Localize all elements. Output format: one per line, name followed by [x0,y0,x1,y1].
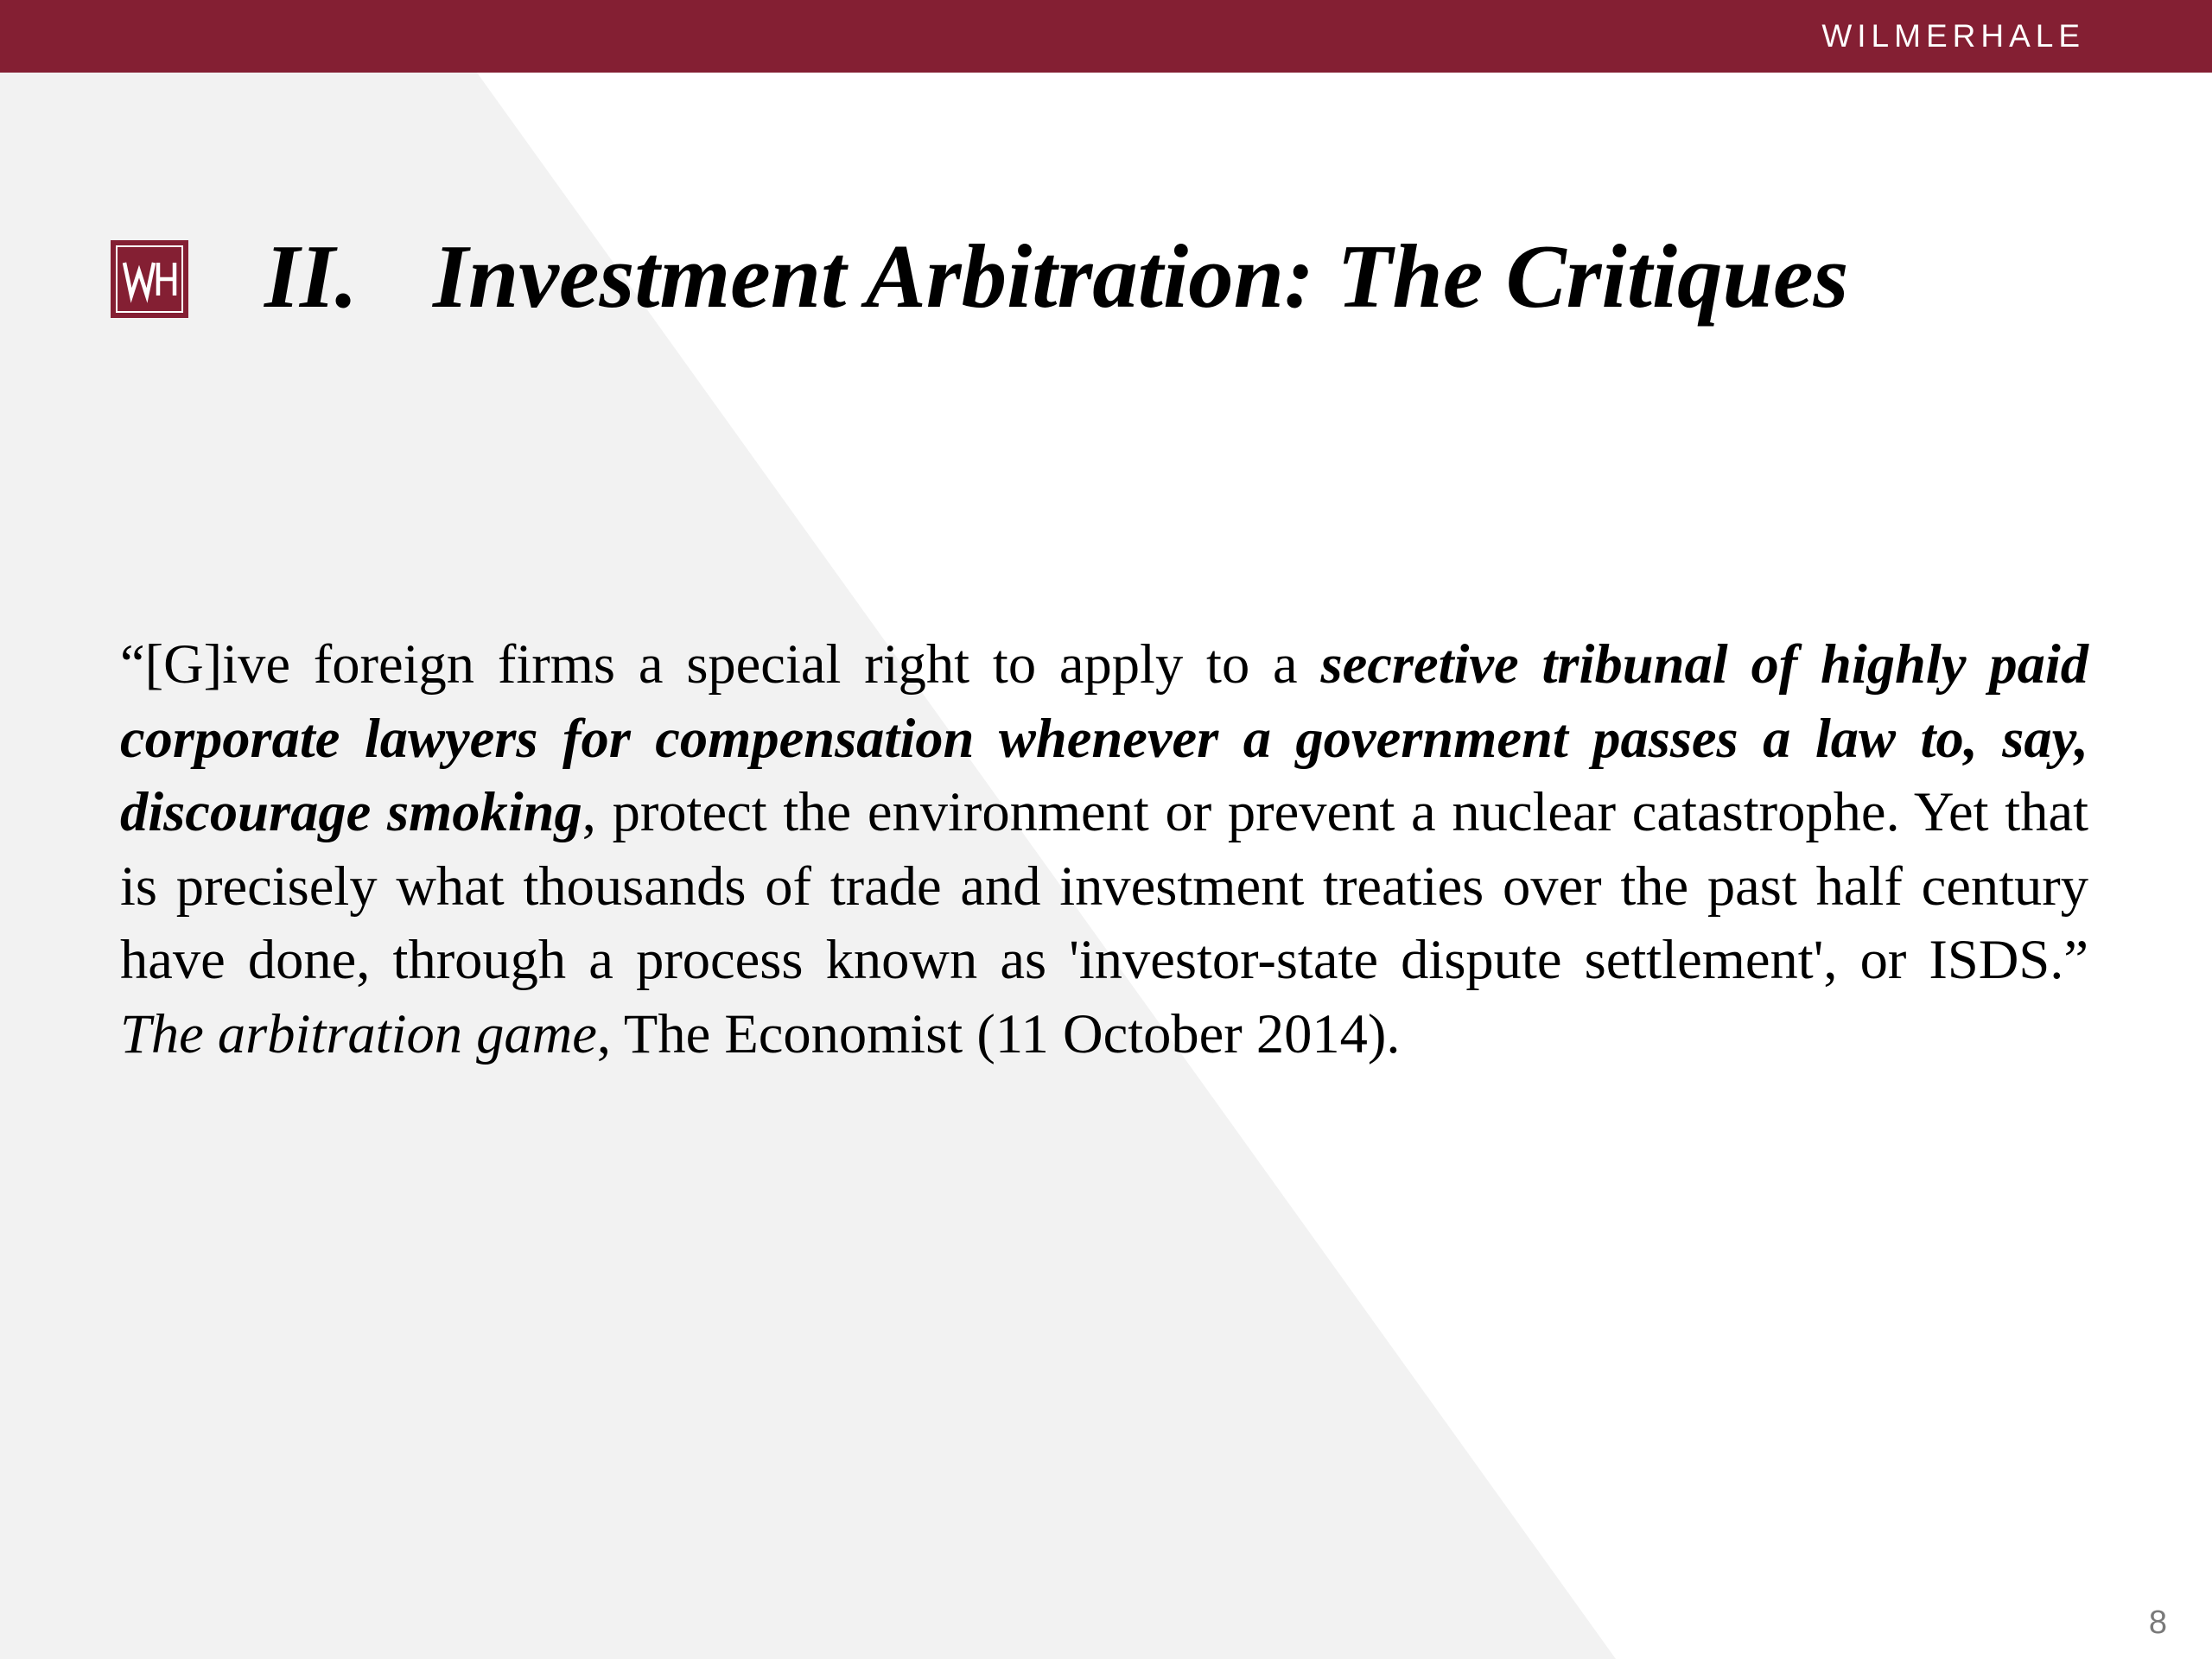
quote-intro: “[G]ive foreign firms a special right to apply to a [120,633,1321,695]
quote-paragraph [120,627,2088,1071]
source-title: The arbitration game [120,1002,597,1065]
brand-name: WILMERHALE [1821,18,2085,54]
page-number: 8 [2148,1605,2167,1641]
wh-logo-icon [111,240,188,318]
title-text: Investment Arbitration: The Critiques [433,226,1849,327]
section-number: II. [264,226,358,327]
quote-emphasis: secretive tribunal of highly paid corporate lawyers for compensation whenever a government passes a law to, say, discourage smoking [120,633,2088,842]
source-citation: , The Economist (11 October 2014). [596,1002,1401,1065]
quote-continuation: , protect the environment or prevent a nuclear catastrophe. Yet that is precisely what thousands of trade and investment treaties over the past half century have done, through a process known as 'investor-state dispute settlement', or ISDS.” [120,781,2088,990]
slide-title [264,220,1848,333]
top-bar [0,0,2212,73]
